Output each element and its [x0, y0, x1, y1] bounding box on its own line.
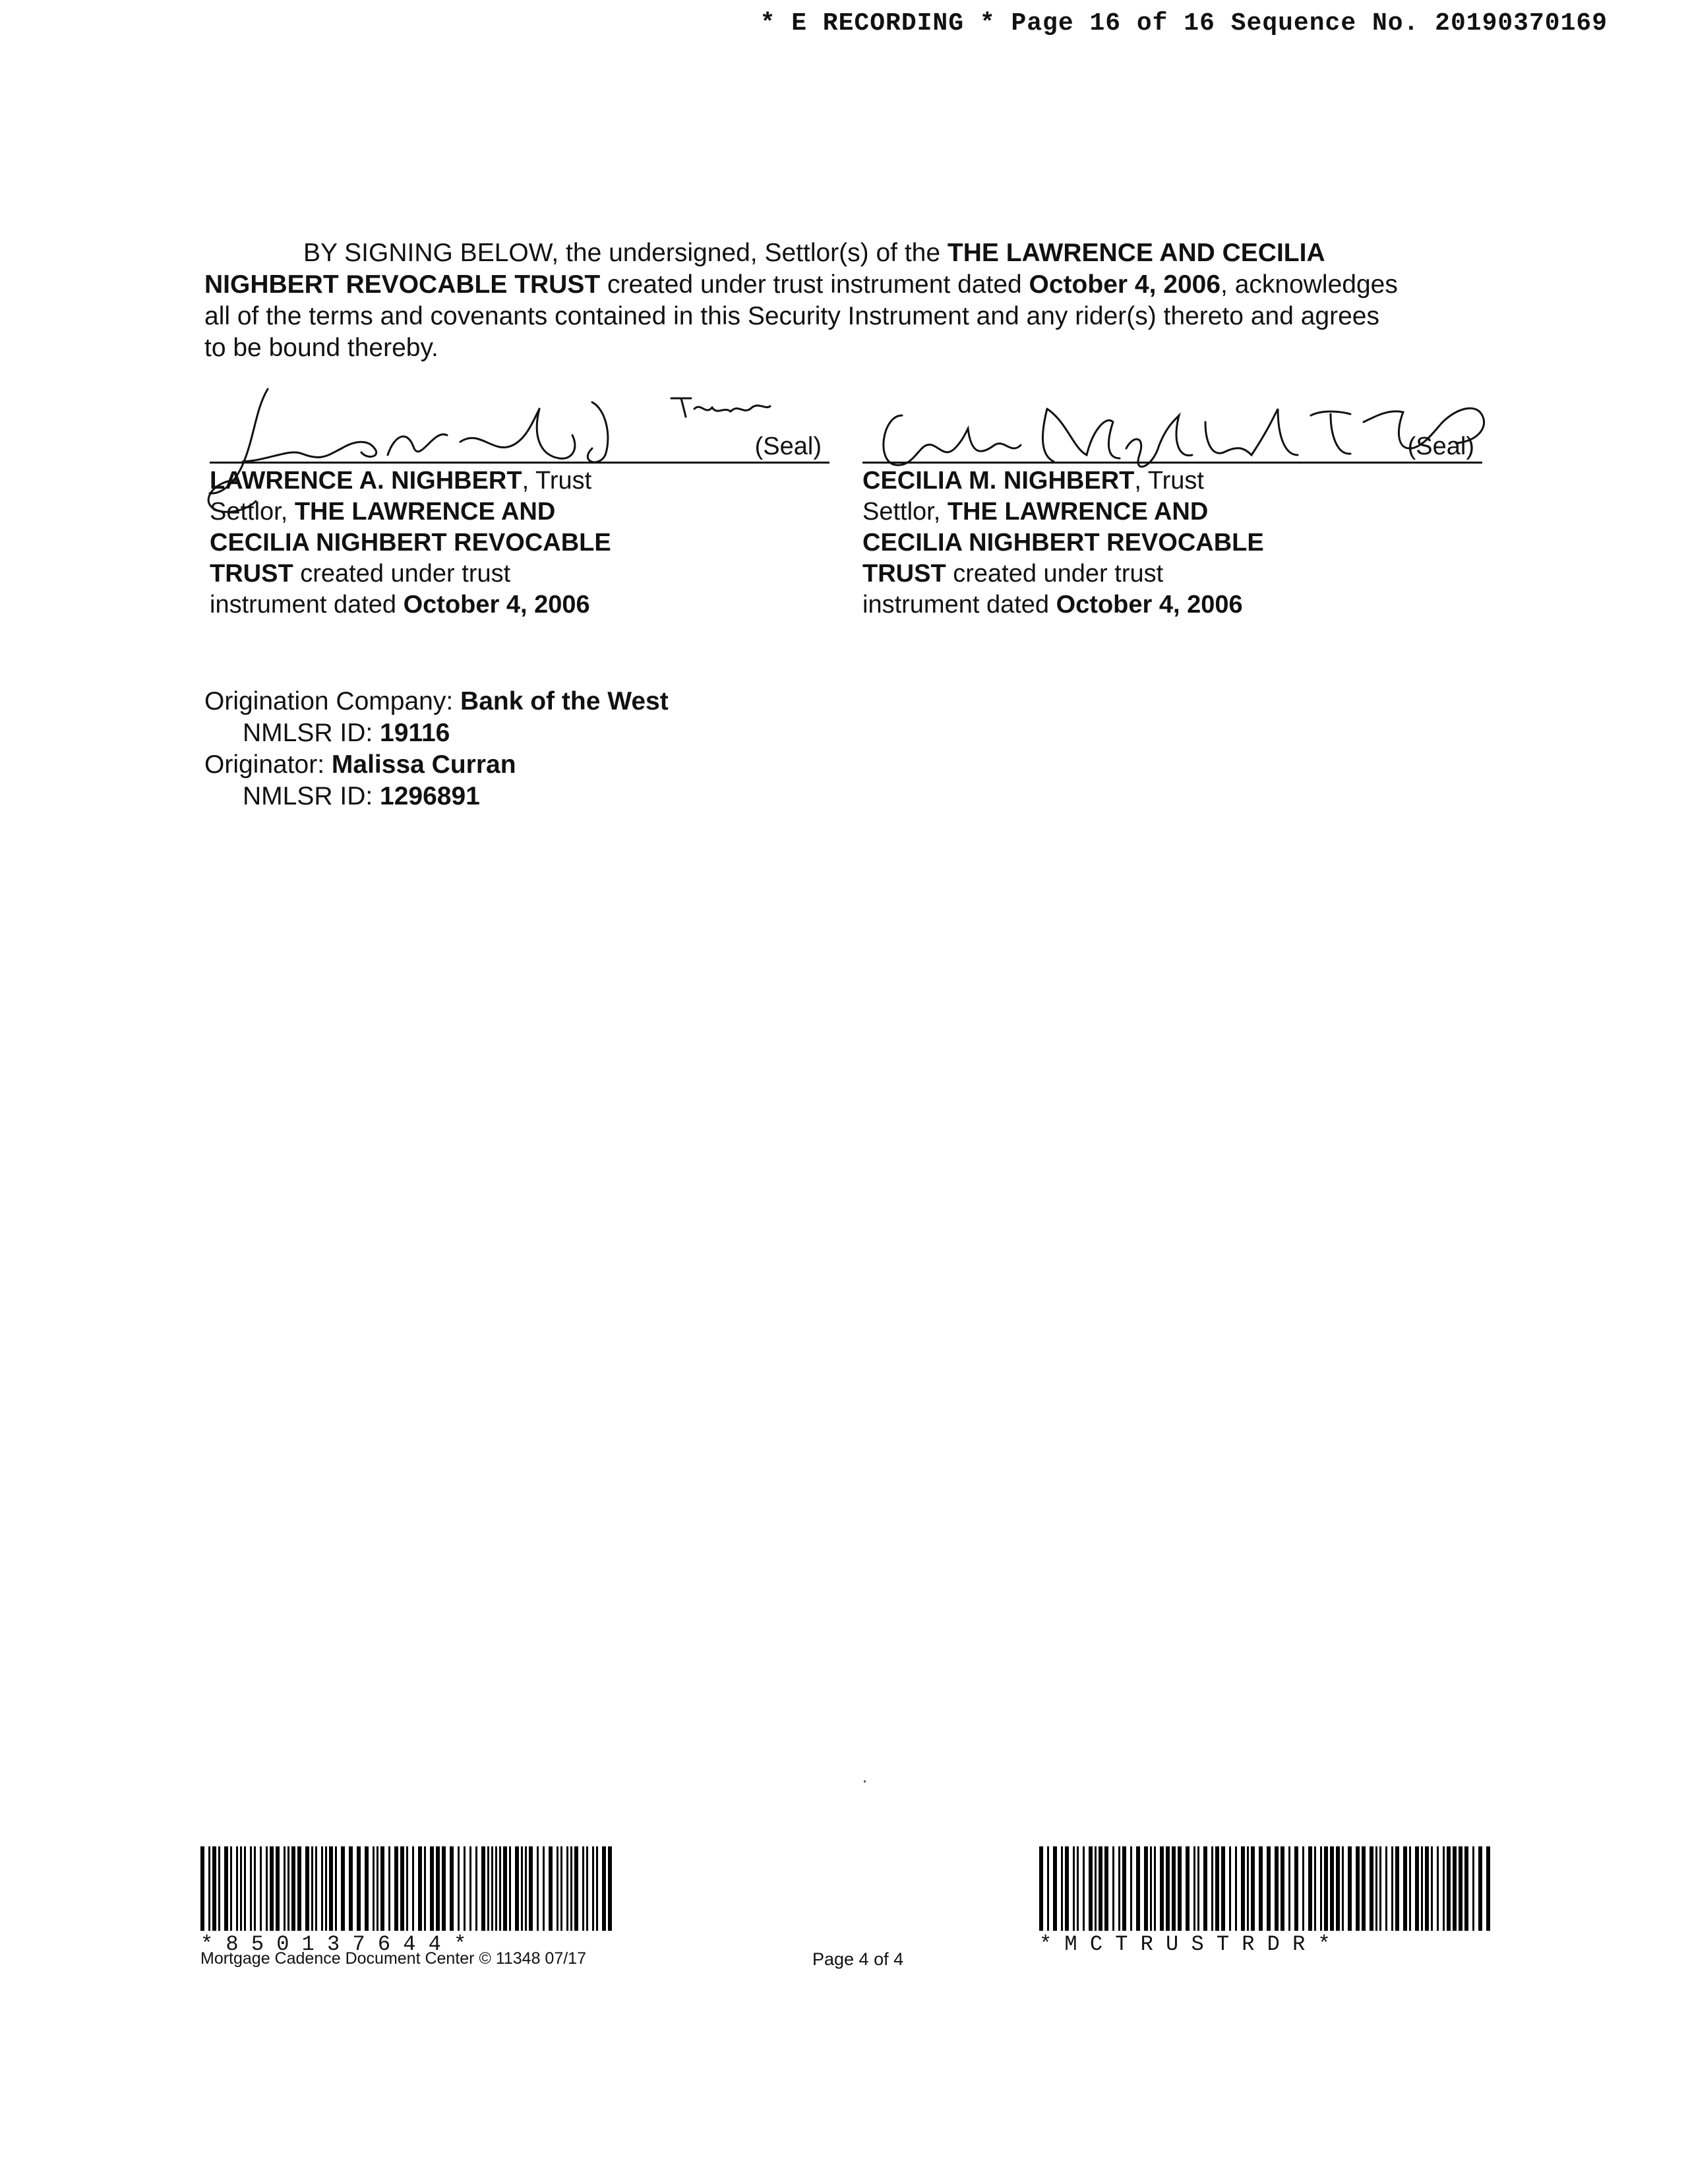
barcode-bar	[1409, 1846, 1411, 1931]
barcode-bar	[1095, 1846, 1097, 1931]
barcode-bar	[1039, 1846, 1043, 1931]
barcode-bar	[250, 1846, 252, 1931]
barcode-bar	[1281, 1846, 1284, 1931]
barcode-bar	[1447, 1846, 1451, 1931]
barcode-bar	[574, 1846, 578, 1931]
barcode-bar	[321, 1846, 323, 1931]
barcode-bar	[1112, 1846, 1114, 1931]
barcode-bar	[566, 1846, 568, 1931]
barcode-bar	[1083, 1846, 1085, 1931]
barcode-bar	[1215, 1846, 1219, 1931]
origination-info: Origination Company: Bank of the West NMLSR ID: 19116 Originator: Malissa Curran NMLSR ID: 1296891	[204, 687, 669, 810]
barcode-bar	[521, 1846, 523, 1931]
barcode-bar	[341, 1846, 345, 1931]
barcode-bar	[284, 1846, 286, 1931]
barcode-bar	[1154, 1846, 1156, 1931]
barcode-bar	[515, 1846, 519, 1931]
signer-name: CECILIA M. NIGHBERT	[862, 467, 1135, 495]
barcode-bar	[1150, 1846, 1152, 1931]
signature-block-lawrence	[210, 382, 829, 633]
barcode-bar	[586, 1846, 588, 1931]
barcode-bar	[1053, 1846, 1057, 1931]
barcode-bar	[1472, 1846, 1474, 1931]
barcode-bar	[1104, 1846, 1108, 1931]
barcode-bar	[1437, 1846, 1439, 1931]
barcode-bar	[1324, 1846, 1328, 1931]
barcode-bar	[487, 1846, 489, 1931]
barcode-bar	[1267, 1846, 1271, 1931]
barcode-bar	[1362, 1846, 1366, 1931]
barcode-right-text: * M C T R U S T R D R *	[1039, 1932, 1331, 1957]
recording-header: * E RECORDING * Page 16 of 16 Sequence No. 20190370169	[760, 9, 1608, 38]
barcode-bar	[208, 1846, 210, 1931]
barcode-bar	[503, 1846, 507, 1931]
barcode-bar	[224, 1846, 228, 1931]
barcode-bar	[525, 1846, 527, 1931]
barcode-bar	[200, 1846, 204, 1931]
barcode-bar	[1320, 1846, 1322, 1931]
barcode-bar	[1122, 1846, 1126, 1931]
barcode-bar	[450, 1846, 454, 1931]
barcode-bar	[1336, 1846, 1340, 1931]
barcode-bar	[1379, 1846, 1381, 1931]
barcode-bar	[1421, 1846, 1423, 1931]
barcode-bar	[380, 1846, 384, 1931]
barcode-bar	[481, 1846, 485, 1931]
barcode-bar	[400, 1846, 404, 1931]
barcode-bar	[1294, 1846, 1298, 1931]
barcode-bar	[412, 1846, 414, 1931]
barcode-bar	[218, 1846, 220, 1931]
barcode-bar	[529, 1846, 533, 1931]
barcode-bar	[349, 1846, 353, 1931]
barcode-bar	[365, 1846, 369, 1931]
barcode-bar	[1259, 1846, 1263, 1931]
barcode-bar	[1403, 1846, 1407, 1931]
barcode-bar	[1229, 1846, 1231, 1931]
barcode-bar	[276, 1846, 280, 1931]
barcode-bar	[1478, 1846, 1482, 1931]
barcode-bar	[430, 1846, 434, 1931]
barcode-bar	[608, 1846, 612, 1931]
barcode-bar	[495, 1846, 497, 1931]
barcode-bar	[287, 1846, 289, 1931]
signer-name: LAWRENCE A. NIGHBERT	[210, 467, 522, 495]
barcode-bar	[436, 1846, 440, 1931]
barcode-bar	[270, 1846, 274, 1931]
barcode-bar	[244, 1846, 246, 1931]
barcode-bar	[1061, 1846, 1063, 1931]
barcode-bar	[315, 1846, 317, 1931]
barcode-bar	[499, 1846, 501, 1931]
barcode-bar	[458, 1846, 460, 1931]
barcode-bar	[1144, 1846, 1148, 1931]
barcode-left-text: * 8 5 0 1 3 7 6 4 4 *	[200, 1932, 467, 1957]
barcode-bar	[1251, 1846, 1255, 1931]
seal-label: (Seal)	[1407, 433, 1474, 460]
barcode-bar	[560, 1846, 562, 1931]
barcode-bar	[557, 1846, 558, 1931]
barcode-bar	[570, 1846, 572, 1931]
barcode-bar	[549, 1846, 553, 1931]
barcode-bar	[1241, 1846, 1245, 1931]
barcode-left-bars	[200, 1846, 613, 1931]
signer-lawrence-details: LAWRENCE A. NIGHBERT, Trust Settlor, THE LAWRENCE AND CECILIA NIGHBERT REVOCABLE TRUST created under trust instrument dated October 4, 2006	[210, 467, 611, 619]
barcode-bar	[1356, 1846, 1360, 1931]
barcode-bar	[1089, 1846, 1093, 1931]
barcode-bar	[537, 1846, 539, 1931]
barcode-bar	[491, 1846, 493, 1931]
barcode-bar	[464, 1846, 466, 1931]
barcode-bar	[1073, 1846, 1075, 1931]
barcode-bar	[373, 1846, 375, 1931]
barcode-bar	[1415, 1846, 1419, 1931]
document-center-footer: Mortgage Cadence Document Center © 11348 07/17	[200, 1949, 586, 1968]
barcode-bar	[543, 1846, 545, 1931]
barcode-right	[1039, 1846, 1494, 1957]
barcode-bar	[1385, 1846, 1387, 1931]
scan-speck	[864, 1780, 866, 1782]
barcode-bar	[424, 1846, 426, 1931]
barcode-bar	[1130, 1846, 1132, 1931]
barcode-bar	[1375, 1846, 1377, 1931]
barcode-right-bars	[1039, 1846, 1494, 1931]
barcode-bar	[394, 1846, 398, 1931]
barcode-bar	[297, 1846, 301, 1931]
barcode-bar	[1160, 1846, 1164, 1931]
barcode-bar	[1099, 1846, 1102, 1931]
barcode-bar	[1186, 1846, 1190, 1931]
barcode-bar	[1247, 1846, 1249, 1931]
barcode-bar	[1425, 1846, 1429, 1931]
barcode-bar	[1302, 1846, 1304, 1931]
acknowledgment-paragraph: BY SIGNING BELOW, the undersigned, Settlor(s) of the THE LAWRENCE AND CECILIA NIGHBERT REVOCABLE TRUST created under trust instrument dated October 4, 2006, acknowledges all of the terms and covenants contained in this Security Instrument and any rider(s) thereto and agrees to be bound thereby.	[204, 239, 1398, 362]
origination-company: Bank of the West	[460, 687, 669, 715]
barcode-bar	[1221, 1846, 1225, 1931]
barcode-bar	[388, 1846, 390, 1931]
barcode-bar	[377, 1846, 378, 1931]
signature-block-cecilia	[862, 382, 1482, 633]
barcode-left	[200, 1846, 613, 1957]
barcode-bar	[596, 1846, 598, 1931]
barcode-bar	[230, 1846, 232, 1931]
barcode-bar	[212, 1846, 216, 1931]
barcode-bar	[1308, 1846, 1312, 1931]
barcode-bar	[582, 1846, 584, 1931]
barcode-bar	[325, 1846, 327, 1931]
barcode-bar	[1077, 1846, 1079, 1931]
barcode-bar	[1172, 1846, 1176, 1931]
barcode-bar	[1047, 1846, 1049, 1931]
barcode-bar	[1330, 1846, 1334, 1931]
barcode-bar	[329, 1846, 333, 1931]
barcode-bar	[1370, 1846, 1373, 1931]
barcode-bar	[469, 1846, 471, 1931]
barcode-bar	[260, 1846, 262, 1931]
barcode-bar	[1203, 1846, 1207, 1931]
barcode-bar	[1431, 1846, 1433, 1931]
barcode-bar	[1314, 1846, 1316, 1931]
barcode-bar	[1395, 1846, 1399, 1931]
barcode-bar	[602, 1846, 606, 1931]
barcode-bar	[1348, 1846, 1352, 1931]
barcode-bar	[357, 1846, 361, 1931]
barcode-bar	[1235, 1846, 1237, 1931]
barcode-bar	[1391, 1846, 1393, 1931]
barcode-bar	[305, 1846, 309, 1931]
barcode-bar	[311, 1846, 313, 1931]
signer-cecilia-details: CECILIA M. NIGHBERT, Trust Settlor, THE LAWRENCE AND CECILIA NIGHBERT REVOCABLE TRUST created under trust instrument dated October 4, 2006	[862, 467, 1264, 619]
barcode-bar	[1193, 1846, 1195, 1931]
barcode-bar	[418, 1846, 422, 1931]
barcode-bar	[1486, 1846, 1490, 1931]
barcode-bar	[266, 1846, 268, 1931]
barcode-bar	[1197, 1846, 1199, 1931]
barcode-bar	[240, 1846, 242, 1931]
barcode-bar	[1464, 1846, 1468, 1931]
barcode-bar	[1275, 1846, 1279, 1931]
barcode-bar	[1459, 1846, 1462, 1931]
barcode-bar	[442, 1846, 446, 1931]
barcode-bar	[236, 1846, 238, 1931]
barcode-bar	[406, 1846, 408, 1931]
barcode-bar	[1136, 1846, 1140, 1931]
barcode-bar	[1065, 1846, 1069, 1931]
barcode-bar	[254, 1846, 256, 1931]
seal-label: (Seal)	[754, 433, 822, 460]
barcode-bar	[1342, 1846, 1344, 1931]
barcode-bar	[1288, 1846, 1290, 1931]
barcode-bar	[1211, 1846, 1213, 1931]
barcode-bar	[291, 1846, 295, 1931]
barcode-bar	[1443, 1846, 1445, 1931]
barcode-bar	[1178, 1846, 1182, 1931]
barcode-bar	[1166, 1846, 1170, 1931]
barcode-bar	[1453, 1846, 1457, 1931]
barcode-bar	[475, 1846, 477, 1931]
page-number: Page 4 of 4	[812, 1949, 904, 1969]
barcode-bar	[335, 1846, 337, 1931]
originator-name: Malissa Curran	[331, 750, 516, 779]
barcode-bar	[592, 1846, 594, 1931]
barcode-bar	[1118, 1846, 1120, 1931]
barcode-bar	[509, 1846, 511, 1931]
